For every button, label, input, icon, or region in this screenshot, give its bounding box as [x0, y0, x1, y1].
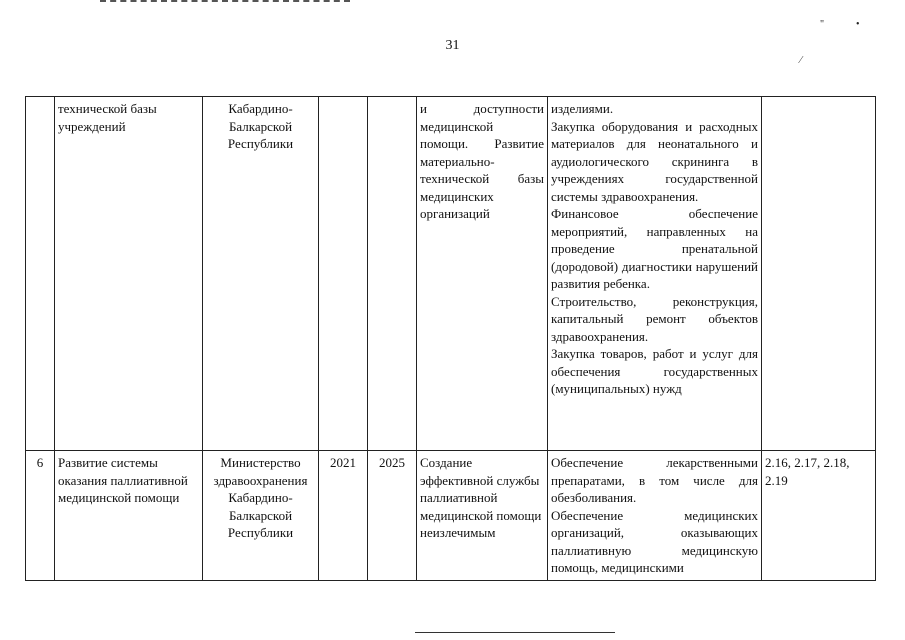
page-number: 31	[445, 38, 460, 53]
expected-result: и доступности медицинской помощи. Развитие материально-технической базы медицинских организаций	[417, 97, 548, 451]
end-year: 2025	[368, 451, 417, 581]
table-row	[26, 97, 876, 451]
scan-speck: ⁄	[800, 55, 802, 66]
bottom-separator-line	[415, 632, 615, 633]
task-name: технической базы учреждений	[55, 97, 203, 451]
measure-item: Обеспечение медицинских организаций, оказывающих паллиативную медицинскую помощь, медицинскими	[551, 507, 758, 575]
measure-item: Строительство, реконструкция, капитальный ремонт объектов здравоохранения.	[551, 293, 758, 344]
indicators	[762, 97, 876, 451]
program-table	[25, 96, 876, 581]
start-year	[319, 97, 368, 451]
executor: Министерство здравоохранения Кабардино- Балкарской Республики	[203, 451, 319, 581]
expected-result: Создание эффективной службы паллиативной медицинской помощи неизлечимым	[417, 451, 548, 581]
row-number: 6	[26, 451, 55, 581]
measure-item: Обеспечение лекарственными препаратами, в том числе для обезболивания.	[551, 455, 758, 505]
measure-item: Закупка оборудования и расходных материалов для неонатального и аудиологического скрининга в учреждениях государственной системы здравоохранения.	[551, 118, 758, 204]
measure-item: Финансовое обеспечение мероприятий, направленных на проведение пренатальной (дородовой) диагностики нарушений развития ребенка.	[551, 206, 758, 291]
start-year: 2021	[319, 451, 368, 581]
end-year	[368, 97, 417, 451]
indicators: 2.16, 2.17, 2.18, 2.19	[762, 451, 876, 581]
scan-speck: "	[820, 19, 825, 30]
executor: Кабардино- Балкарской Республики	[203, 97, 319, 451]
measure-item: изделиями.	[551, 101, 614, 116]
measures	[548, 97, 762, 451]
table-row	[26, 451, 876, 581]
top-edge-line	[100, 0, 350, 2]
row-number	[26, 97, 55, 451]
measures	[548, 451, 762, 581]
task-name: Развитие системы оказания паллиативной медицинской помощи	[55, 451, 203, 581]
scan-speck: •	[856, 19, 860, 30]
measure-item: Закупка товаров, работ и услуг для обеспечения государственных (муниципальных) нужд	[551, 346, 758, 396]
